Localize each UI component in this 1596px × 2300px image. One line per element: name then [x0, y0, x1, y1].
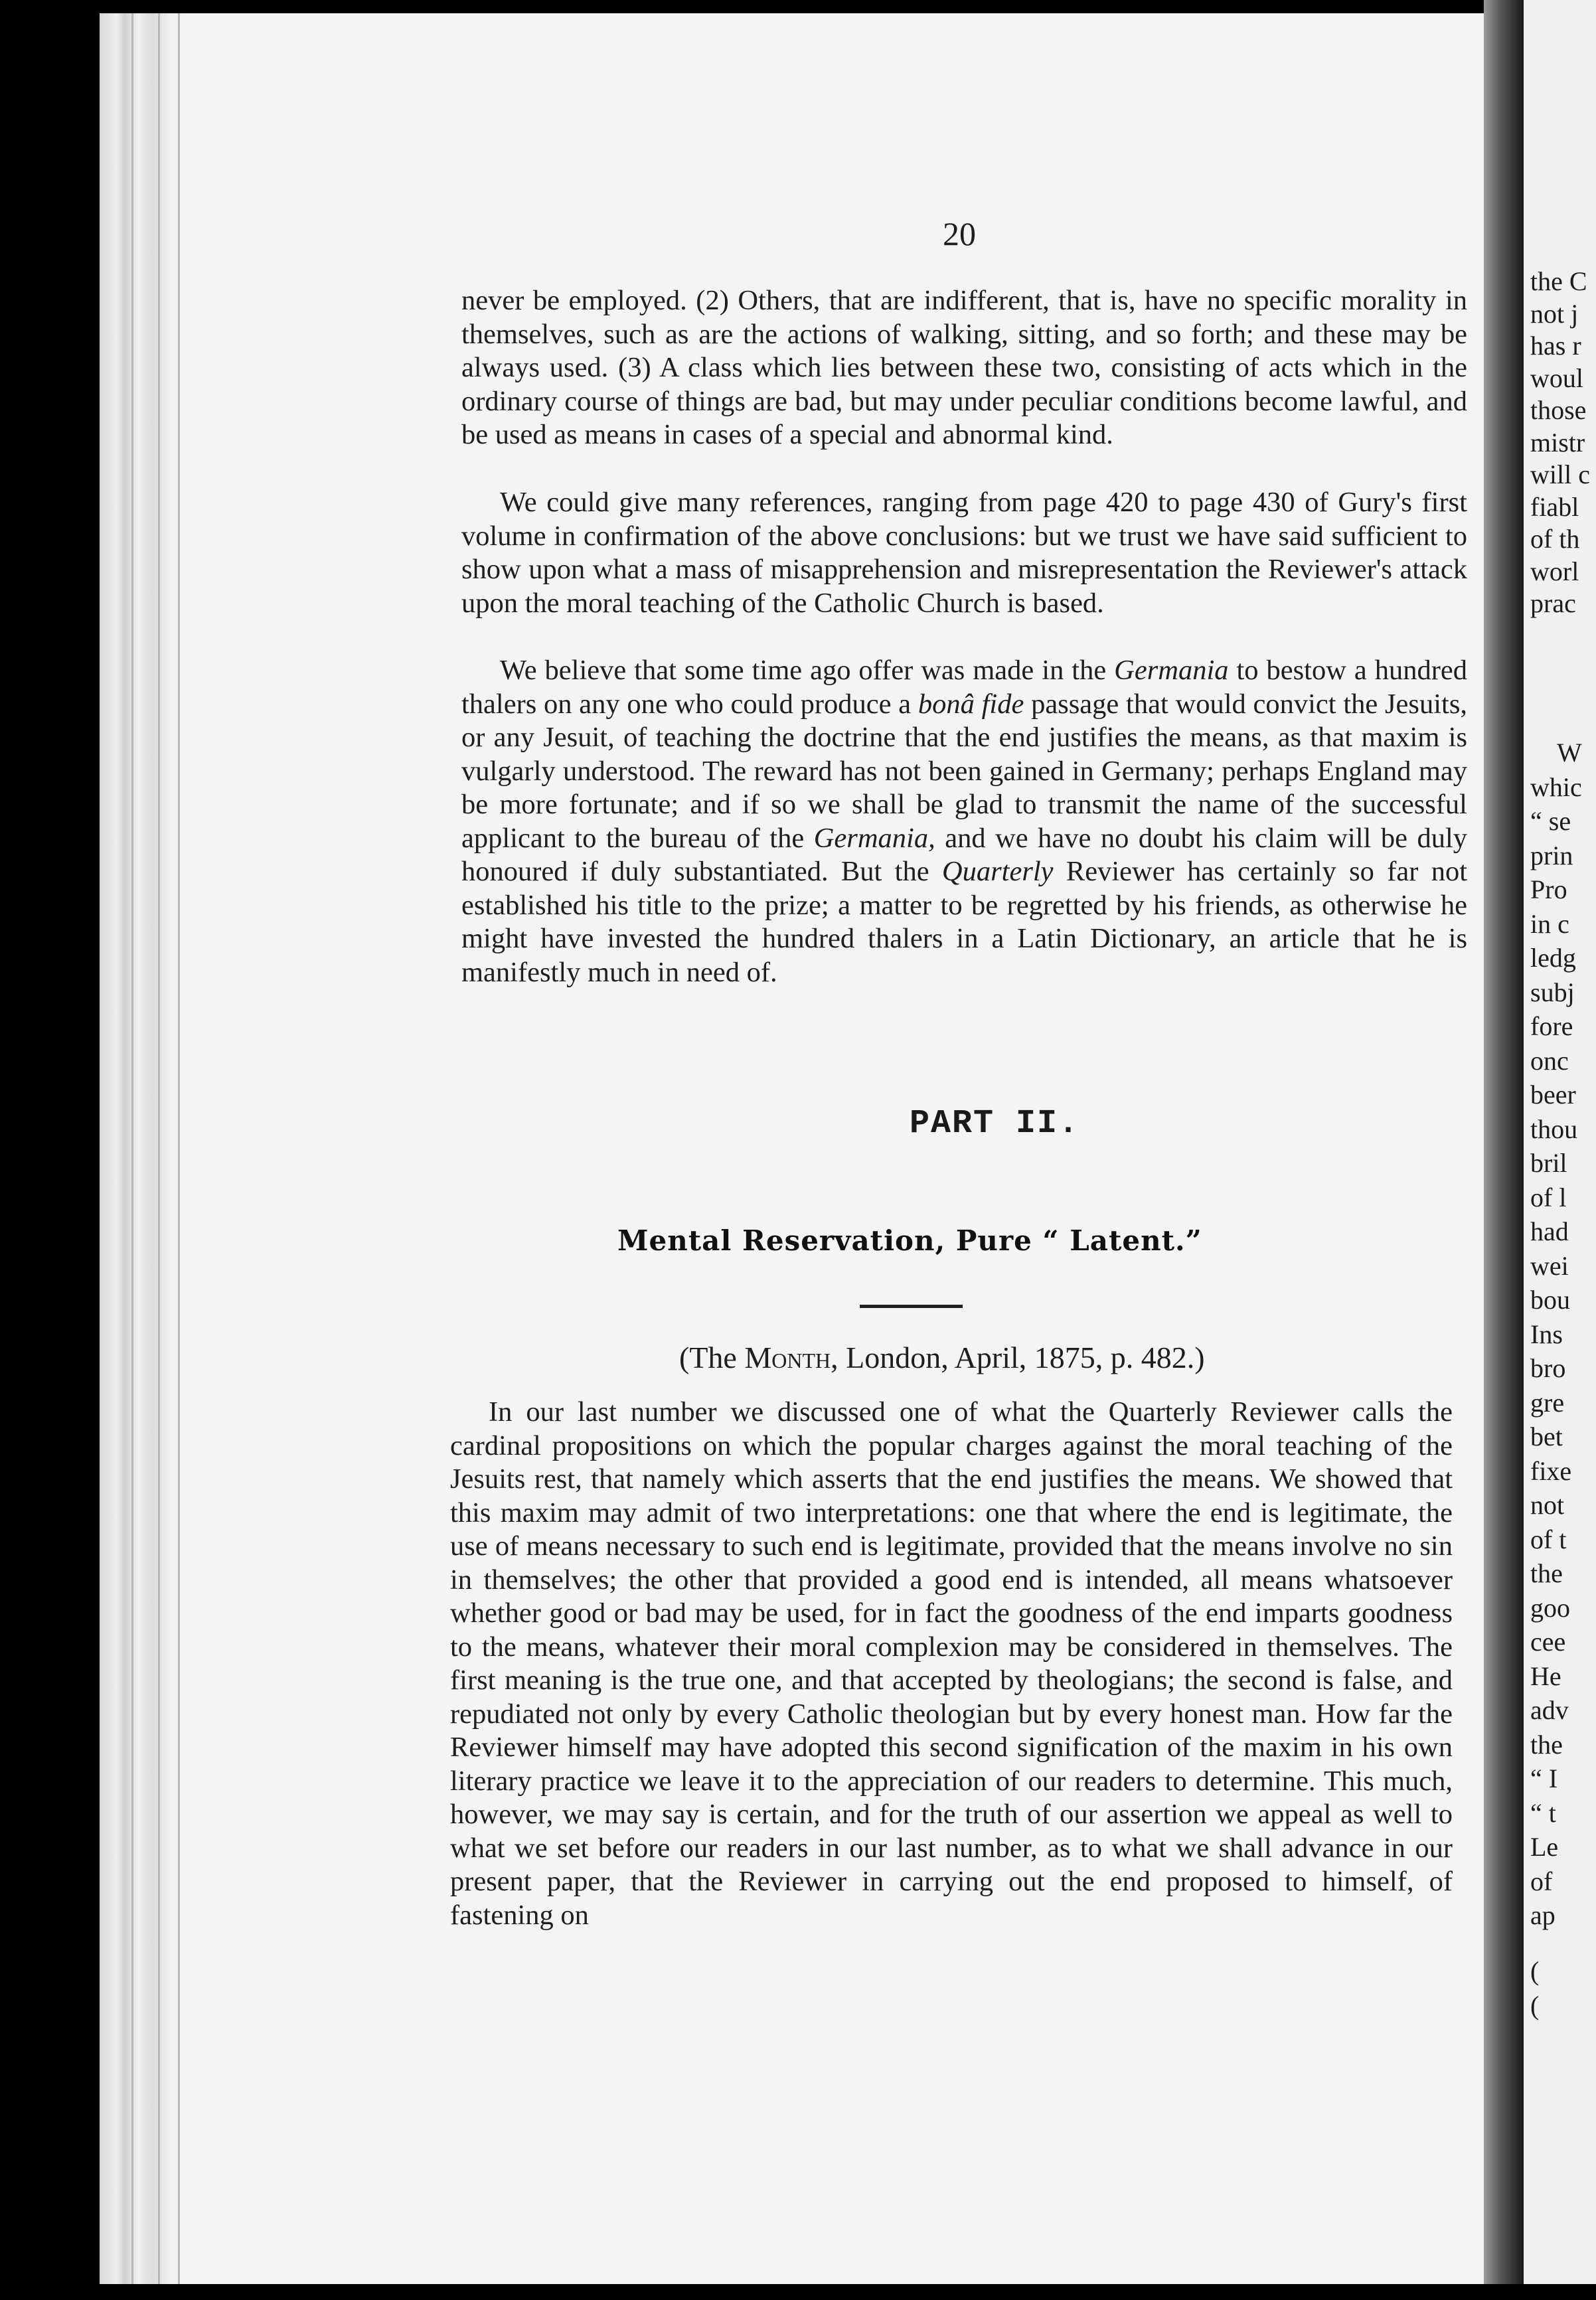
- section-title: Mental Reservation, Pure “ Latent.”: [617, 1224, 1202, 1257]
- facing-page-line: (: [1530, 1956, 1540, 1986]
- facing-page-line: “ I: [1530, 1764, 1558, 1793]
- facing-page-line: Pro: [1530, 874, 1567, 904]
- citation-open: (The: [679, 1341, 737, 1374]
- quarterly-title: Quarterly: [941, 856, 1054, 887]
- page-edge-line: [178, 13, 180, 2284]
- facing-page-line: the: [1530, 1729, 1563, 1760]
- page-edge-line: [158, 13, 160, 2284]
- facing-page-line: goo: [1530, 1592, 1570, 1623]
- latin-phrase: bonâ fide: [918, 688, 1024, 720]
- facing-page-line: “ t: [1530, 1797, 1556, 1828]
- germania-title: Germania,: [813, 822, 935, 854]
- paragraph-text: passage that would convict the Jesuits, or any Jesuit, of teaching the doctrine that the end justifies the means, as that maxim is vulgarly understood. The reward has not been gained in Germany; perhaps England may be more fortunate; and if so we shall be glad to transmit the name of the successful applicant to the bureau of the: [461, 688, 1467, 854]
- paragraph-text: to bestow a hundred thalers on any one who could produce a: [461, 655, 1467, 720]
- facing-page-line: has r: [1530, 331, 1581, 361]
- citation: [679, 1339, 1205, 1376]
- facing-page-line: of: [1530, 1866, 1553, 1896]
- facing-page-line: W: [1557, 738, 1582, 768]
- facing-page-line: fixe: [1530, 1455, 1572, 1486]
- facing-page-line: wei: [1530, 1250, 1569, 1281]
- section-divider: [860, 1305, 963, 1308]
- facing-page-line: fiabl: [1530, 491, 1579, 522]
- facing-page-line: the C: [1530, 266, 1587, 296]
- facing-page-line: whic: [1530, 772, 1582, 802]
- facing-page-line: subj: [1530, 977, 1575, 1007]
- opening-paragraph: never be employed. (2) Others, that are indifferent, that is, have no specific morality in themselves, such as are the actions of walking, sitting, and so forth; and these may be always used. (3) A class which lies between these two, consisting of acts which in the ordinary course of things are bad, but may under peculiar conditions become lawful, and be used as means in cases of a special and abnormal kind.: [461, 285, 1467, 450]
- facing-page-line: Le: [1530, 1832, 1559, 1862]
- facing-page-line: ap: [1530, 1900, 1556, 1930]
- facing-page-line: bet: [1530, 1422, 1563, 1451]
- germania-reward-paragraph: [461, 654, 1467, 989]
- paragraph-text: and we have no doubt his claim will be duly honoured if duly substantiated. But the: [461, 822, 1468, 887]
- facing-page-line: Ins: [1530, 1319, 1563, 1349]
- facing-page-line: fore: [1530, 1011, 1573, 1041]
- facing-page-line: prac: [1530, 588, 1576, 618]
- facing-page-line: will c: [1530, 459, 1590, 489]
- facing-page-line: not j: [1530, 298, 1579, 329]
- facing-page-line: thou: [1530, 1113, 1578, 1144]
- facing-page-line: the: [1530, 1558, 1563, 1588]
- citation-details: , London, April, 1875, p. 482.): [831, 1341, 1205, 1374]
- scan-bottom-edge: [0, 2284, 1596, 2300]
- end-justifies-means-paragraph: In our last number we discussed one of what the Quarterly Reviewer calls the cardinal propositions on which the popular charges against the moral teaching of the Jesuits rest, that namely which asserts that the end justifies the means. We showed that this maxim may admit of two interpretations: one that where the end is legitimate, the use of means necessary to such end is legitimate, provided that the means involve no sin in themselves; the other that provided a good end is intended, all means whatsoever whether good or bad may be used, for in fact the goodness of the end imparts goodness to the means, whatever their moral complexion may be considered in themselves. The first meaning is the true one, and that accepted by theologians; the second is false, and repudiated not only by every Catholic theologian but by every honest man. How far the Reviewer himself may have adopted this second signification of the maxim in his own literary practice we leave it to the appreciation of our readers to determine. This much, however, we may say is certain, and for the truth of our assertion we appeal as well to what we set before our readers in our last number, as to what we shall advance in our present paper, that the Reviewer in carrying out the end proposed to himself, of fastening on: [450, 1396, 1453, 1931]
- facing-page-fragment: [1524, 0, 1596, 2300]
- facing-page-line: those: [1530, 395, 1587, 425]
- facing-page-line: beer: [1530, 1080, 1576, 1109]
- facing-page-line: adv: [1530, 1695, 1569, 1725]
- page-edge-line: [131, 13, 133, 2284]
- facing-page-line: in c: [1530, 908, 1569, 939]
- journal-name: Month: [744, 1341, 831, 1374]
- facing-page-line: not: [1530, 1490, 1565, 1520]
- facing-page-line: onc: [1530, 1045, 1569, 1076]
- facing-page-line: of l: [1530, 1182, 1567, 1212]
- paragraph-text: Reviewer has certainly so far not established his title to the prize; a matter to be regretted by his friends, as otherwise he might have invested the hundred thalers in a Latin Dictionary, an article that he is manifestly much in need of.: [461, 856, 1468, 988]
- facing-page-line: of t: [1530, 1524, 1567, 1554]
- facing-page-line: of th: [1530, 524, 1580, 554]
- book-gutter-shadow: [1484, 0, 1524, 2300]
- facing-page-line: (: [1530, 1991, 1540, 2020]
- gury-references-paragraph: We could give many references, ranging from page 420 to page 430 of Gury's first volume in confirmation of the above conclusions: but we trust we have said sufficient to show upon what a mass of misapprehension and misrepresentation the Reviewer's attack upon the moral teaching of the Catholic Church is based.: [461, 487, 1467, 619]
- page-edge-stack: [100, 13, 196, 2284]
- paragraph-text: We believe that some time ago offer was made in the: [500, 655, 1107, 686]
- facing-page-line: bril: [1530, 1148, 1567, 1178]
- facing-page-line: had: [1530, 1216, 1569, 1246]
- facing-page-line: mistr: [1530, 427, 1585, 457]
- page-number: 20: [943, 215, 976, 252]
- part-heading: PART II.: [910, 1105, 1080, 1143]
- facing-page-line: cee: [1530, 1627, 1566, 1657]
- germania-title: Germania: [1114, 655, 1229, 686]
- facing-page-line: bro: [1530, 1353, 1566, 1383]
- facing-page-line: gre: [1530, 1387, 1565, 1418]
- facing-page-line: worl: [1530, 556, 1579, 586]
- facing-page-line: He: [1530, 1661, 1561, 1691]
- facing-page-line: bou: [1530, 1285, 1570, 1315]
- facing-page-line: prin: [1530, 840, 1573, 870]
- facing-page-line: ledg: [1530, 943, 1576, 973]
- facing-page-line: woul: [1530, 363, 1583, 393]
- facing-page-line: “ se: [1530, 806, 1571, 836]
